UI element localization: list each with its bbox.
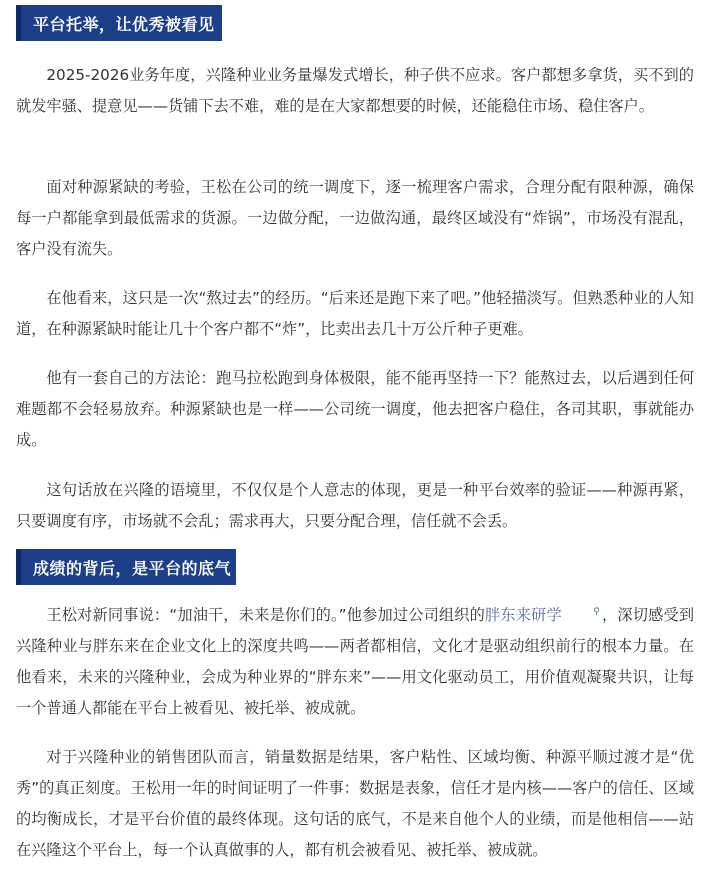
paragraph: 这句话放在兴隆的语境里，不仅仅是个人意志的体现，更是一种平台效率的验证——种源再紧，只要调度有序，市场就不会乱；需求再大，只要分配合理，信任就不会丢。 [16, 481, 694, 530]
paragraph [16, 600, 694, 724]
paragraph-text: 王松对新同事说：“加油干，未来是你们的。”他参加过公司组织的 [46, 606, 486, 624]
section-header [16, 549, 236, 585]
paragraph: 面对种源紧缺的考验，王松在公司的统一调度下，逐一梳理客户需求，合理分配有限种源，确保每一户都能拿到最低需求的货源。一边做分配，一边做沟通，最终区域没有“炸锅”，市场没有混乱，客户没有流失。 [16, 178, 694, 258]
inline-link[interactable]: 胖东来研学 [485, 606, 562, 624]
section-header [16, 5, 222, 41]
paragraph: 在他看来，这只是一次“熬过去”的经历。“后来还是跑下来了吧。”他轻描淡写。但熟悉种业的人知道，在种源紧缺时能让几十个客户都不“炸”，比卖出去几十万公斤种子更难。 [16, 289, 694, 338]
section-title: 成绩的背后，是平台的底气 [33, 558, 232, 578]
search-icon[interactable]: ⚲ [593, 606, 600, 617]
paragraph: 2025-2026业务年度，兴隆种业业务量爆发式增长，种子供不应求。客户都想多拿货，买不到的就发牢骚、提意见——货铺下去不难，难的是在大家都想要的时候，还能稳住市场、稳住客户。 [16, 66, 694, 115]
paragraph-text: ，深切感受到兴隆种业与胖东来在企业文化上的深度共鸣——两者都相信，文化才是驱动组织前行的根本力量。在他看来，未来的兴隆种业，会成为种业界的“胖东来”——用文化驱动员工，用价值观凝聚共识，让每一个普通人都能在平台上被看见、被托举、被成就。 [16, 606, 695, 717]
paragraph: 他有一套自己的方法论：跑马拉松跑到身体极限，能不能再坚持一下？能熬过去，以后遇到任何难题都不会轻易放弃。种源紧缺也是一样——公司统一调度，他去把客户稳住，各司其职，事就能办成。 [16, 369, 694, 449]
section-title: 平台托举，让优秀被看见 [33, 14, 215, 34]
paragraph: 对于兴隆种业的销售团队而言，销量数据是结果，客户粘性、区域均衡、种源平顺过渡才是“优秀”的真正刻度。王松用一年的时间证明了一件事：数据是表象，信任才是内核——客户的信任、区域的均衡成长，才是平台价值的最终体现。这句话的底气，不是来自他个人的业绩，而是他相信——站在兴隆这个平台上，每一个认真做事的人，都有机会被看见、被托举、被成就。 [16, 748, 694, 859]
